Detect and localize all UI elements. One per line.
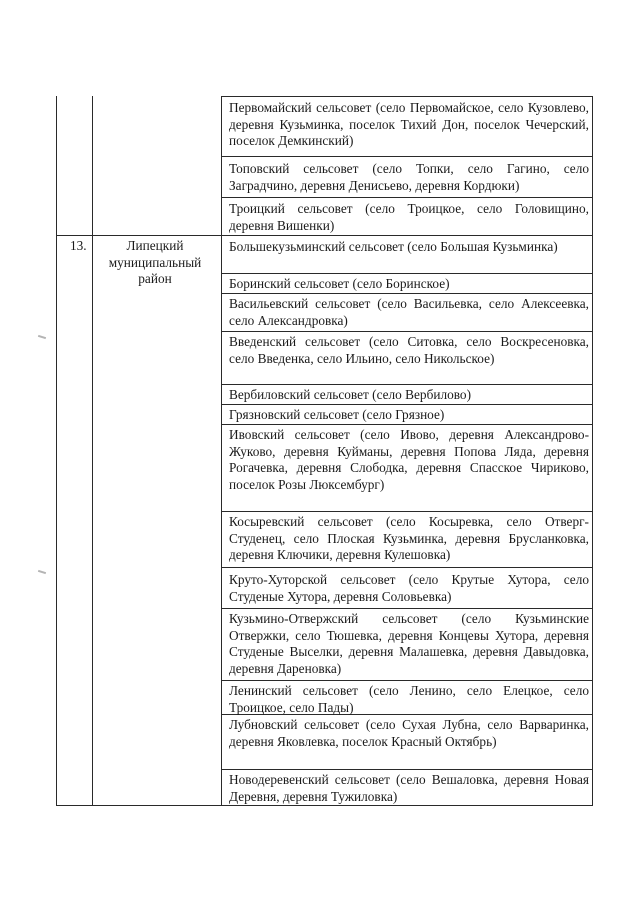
row-divider (221, 331, 593, 332)
row-divider (221, 680, 593, 681)
settlement-cell: Новодеревенский сельсовет (село Вешаловка, деревня Новая Деревня, деревня Тужиловка) (229, 772, 589, 804)
scan-mark (38, 335, 46, 339)
settlement-cell: Вербиловский сельсовет (село Вербилово) (229, 387, 472, 402)
settlement-cell: Введенский сельсовет (село Ситовка, село Воскресеновка, село Введенка, село Ильино, село Никольское) (229, 334, 589, 366)
row-divider (221, 511, 593, 512)
settlement-cell: Ивовский сельсовет (село Ивово, деревня Александрово-Жуково, деревня Куйманы, деревня Попова Ляда, деревня Рогачевка, деревня Слободка, деревня Спасское Чириково, поселок Розы Люксембург) (229, 427, 589, 492)
scan-mark (38, 570, 46, 574)
row-number: 13. (70, 238, 87, 253)
settlement-cell: Лубновский сельсовет (село Сухая Лубна, село Варваринка, деревня Яковлевка, поселок Красный Октябрь) (229, 717, 589, 749)
settlement-cell: Топовский сельсовет (село Топки, село Гагино, село Заградчино, деревня Денисьево, деревня Кордюки) (229, 161, 589, 193)
row-divider (221, 384, 593, 385)
table-border-top (221, 96, 593, 97)
municipality-name: Липецкий муниципальный район (108, 238, 202, 287)
row-divider (221, 567, 593, 568)
row-divider (221, 424, 593, 425)
settlement-cell: Косыревский сельсовет (село Косыревка, село Отверг-Студенец, село Плоская Кузьминка, деревня Брусланковка, деревня Ключики, деревня Кулешовка) (229, 514, 589, 563)
table-border-right (592, 96, 593, 806)
settlement-cell: Кузьмино-Отвержский сельсовет (село Кузьминские Отвержки, село Тюшевка, деревня Концевы Хутора, деревня Студеные Выселки, деревня Малашевка, деревня Давыдовка, деревня Дареновка) (229, 611, 589, 676)
row-divider (221, 156, 593, 157)
settlement-cell: Ленинский сельсовет (село Ленино, село Елецкое, село Троицкое, село Пады) (229, 683, 589, 715)
row-divider (56, 235, 593, 236)
settlement-cell: Круто-Хуторской сельсовет (село Крутые Хутора, село Студеные Хутора, деревня Соловьевка) (229, 572, 589, 604)
row-divider (221, 273, 593, 274)
settlement-cell: Большекузьминский сельсовет (село Большая Кузьминка) (229, 239, 558, 254)
table-border-left (56, 96, 57, 806)
settlement-cell: Васильевский сельсовет (село Васильевка, село Алексеевка, село Александровка) (229, 296, 589, 328)
table-border-col2 (221, 96, 222, 806)
table-border-col1 (92, 96, 93, 806)
settlement-cell: Боринский сельсовет (село Боринское) (229, 276, 450, 291)
row-divider (221, 197, 593, 198)
row-divider (221, 608, 593, 609)
row-divider (221, 293, 593, 294)
row-divider (221, 769, 593, 770)
row-divider (221, 404, 593, 405)
settlement-cell: Троицкий сельсовет (село Троицкое, село Головищино, деревня Вишенки) (229, 201, 589, 233)
settlement-cell: Первомайский сельсовет (село Первомайское, село Кузовлево, деревня Кузьминка, поселок Тихий Дон, поселок Чечерский, поселок Демкинский) (229, 100, 589, 149)
settlement-cell: Грязновский сельсовет (село Грязное) (229, 407, 445, 422)
